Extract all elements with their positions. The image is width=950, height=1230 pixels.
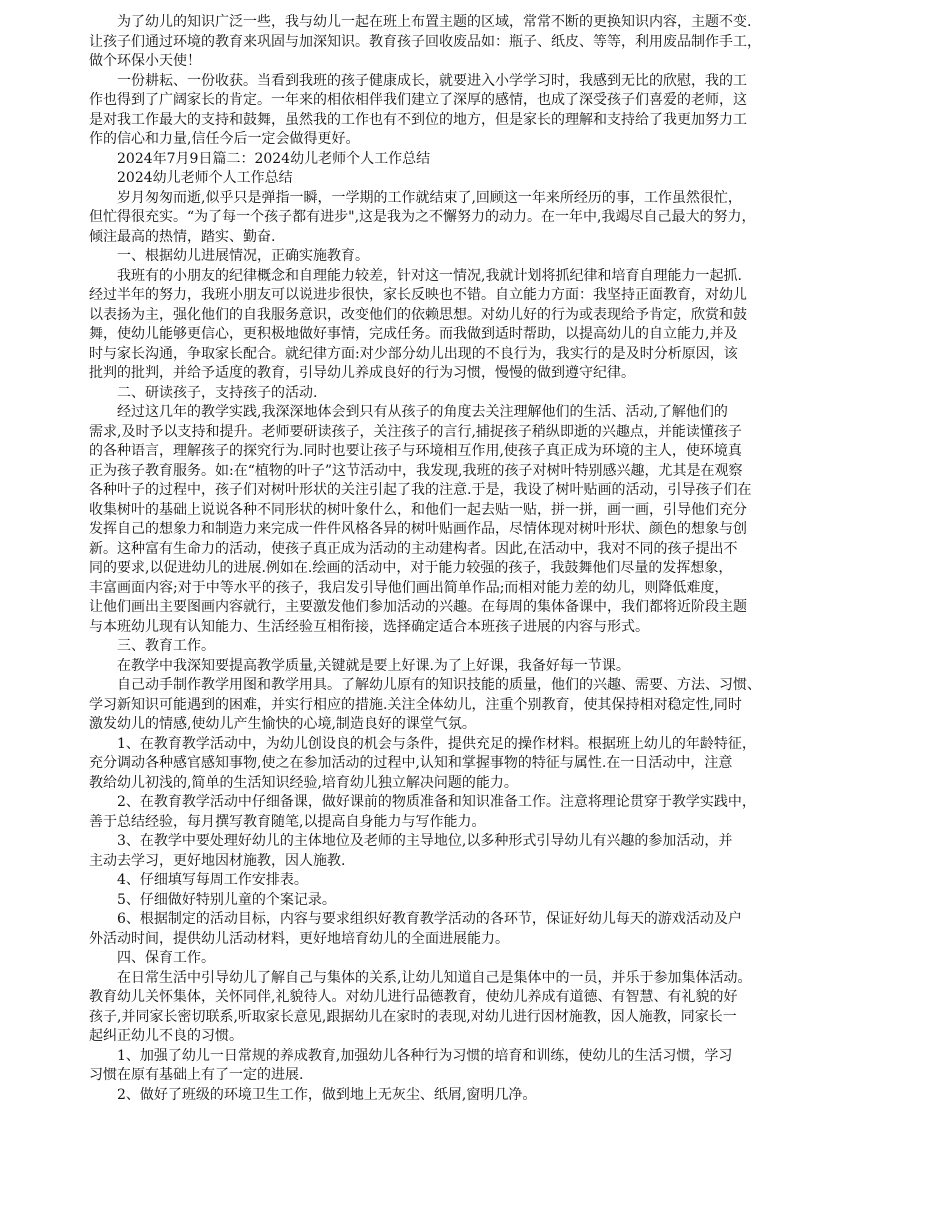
text-line: 三、教育工作。: [117, 638, 215, 654]
text-line: 舞，使幼儿能够更信心，更积极地做好事情，完成任务。而我做到适时帮助，以提高幼儿的自立能力,并及: [89, 326, 738, 342]
text-line: 经过这几年的教学实践,我深深地体会到只有从孩子的角度去关注理解他们的生活、活动,了解他们的: [117, 404, 728, 420]
text-line: 作也得到了广阔家长的肯定。一年来的相依相伴我们建立了深厚的感情，也成了深受孩子们喜爱的老师，这: [89, 92, 747, 108]
text-line: 外活动时间，提供幼儿活动材料，更好地培育幼儿的全面进展能力。: [89, 930, 509, 947]
text-line: 同的要求,以促进幼儿的进展.例如在.绘画的活动中，对于能力较强的孩子，我鼓舞他们尽量的发挥想象，: [89, 560, 733, 576]
text-line: 孩子,并同家长密切联系,听取家长意见,跟据幼儿在家时的表现,对幼儿进行因材施教，因人施教，同家长一: [89, 1008, 737, 1025]
text-line: 我班有的小朋友的纪律概念和自理能力较差，针对这一情况,我就计划将抓纪律和培育自理能力一起抓.: [117, 267, 742, 284]
text-line: 新。这种富有生命力的活动，使孩子真正成为活动的主动建构者。因此,在活动中，我对不同的孩子提出不: [89, 540, 738, 557]
text-line: 各种叶子的过程中，孩子们对树叶形状的关注引起了我的注意.于是，我设了树叶贴画的活动，引导孩子们在: [89, 482, 752, 498]
text-line: 1、在教育教学活动中，为幼儿创设良的机会与条件，提供充足的操作材料。根据班上幼儿的年龄特征，: [117, 735, 756, 752]
text-line: 时与家长沟通，争取家长配合。就纪律方面:对少部分幼儿出现的不良行为，我实行的是及时分析原因，该: [89, 345, 738, 362]
text-line: 作的信心和力量,信任今后一定会做得更好。: [89, 131, 360, 147]
text-line: 收集树叶的基础上说说各种不同形状的树叶象什么，和他们一起去贴一贴，拼一拼，画一画，引导他们充分: [89, 501, 747, 518]
text-line: 学习新知识可能遇到的困难，并实行相应的措施.关注全体幼儿，注重个别教育，使其保持相对稳定性,同时: [89, 696, 742, 713]
text-line: 充分调动各种感官感知事物,使之在参加活动的过程中,认知和掌握事物的特征与属性.在一日活动中，注意: [89, 755, 733, 771]
text-line: 4、仔细填写每周工作安排表。: [117, 872, 308, 888]
text-line: 以表扬为主，强化他们的自我服务意识，改变他们的依赖思想。对幼儿好的行为或表现给予肯定，欣赏和鼓: [89, 306, 747, 323]
text-line: 为了幼儿的知识广泛一些，我与幼儿一起在班上布置主题的区域，常常不断的更换知识内容，主题不变.: [117, 14, 752, 30]
text-line: 6、根据制定的活动目标，内容与要求组织好教育教学活动的各环节，保证好幼儿每天的游戏活动及户: [117, 911, 742, 927]
text-line: 正为孩子教育服务。如:在“植物的叶子”这节活动中，我发现,我班的孩子对树叶特别感兴趣，尤其是在观察: [89, 462, 743, 479]
text-line: 一、根据幼儿进展情况，正确实施教育。: [117, 248, 369, 264]
text-line: 发挥自己的想象力和制造力来完成一件件风格各异的树叶贴画作品，尽情体现对树叶形状、颜色的想象与创: [89, 521, 747, 537]
text-line: 1、加强了幼儿一日常规的养成教育,加强幼儿各种行为习惯的培育和训练，使幼儿的生活习惯，学习: [117, 1047, 733, 1064]
text-line: 2、做好了班级的环境卫生工作，做到地上无灰尘、纸屑,窗明几净。: [117, 1086, 537, 1103]
text-line: 5、仔细做好特别儿童的个案记录。: [117, 891, 336, 908]
text-line: 与本班幼儿现有认知能力、生活经验互相衔接，选择确定适合本班孩子进展的内容与形式。: [89, 618, 649, 635]
text-line: 教给幼儿初浅的,简单的生活知识经验,培育幼儿独立解决问题的能力。: [89, 774, 518, 791]
text-line: 自己动手制作教学用图和教学用具。了解幼儿原有的知识技能的质量，他们的兴趣、需要、方法、习惯、: [117, 677, 761, 693]
document-page: [89, 13, 864, 1105]
text-line: 2024幼儿老师个人工作总结: [117, 170, 293, 186]
text-line: 需求,及时予以支持和提升。老师要研读孩子，关注孩子的言行,捕捉孩子稍纵即逝的兴趣点，并能读懂孩子: [89, 423, 742, 440]
text-line: 经过半年的努力，我班小朋友可以说进步很快，家长反映也不错。自立能力方面：我坚持正面教育，对幼儿: [89, 287, 747, 303]
text-line: 主动去学习，更好地因材施教，因人施教.: [89, 852, 346, 869]
text-line: 四、保育工作。: [117, 950, 215, 966]
text-line: 做个环保小天使！: [89, 53, 201, 69]
text-line: 一份耕耘、一份收获。当看到我班的孩子健康成长，就要进入小学学习时，我感到无比的欣慰，我的工: [117, 72, 747, 89]
text-line: 批判的批判，并给予适度的教育，引导幼儿养成良好的行为习惯，慢慢的做到遵守纪律。: [89, 365, 635, 381]
text-line: 3、在教学中要处理好幼儿的主体地位及老师的主导地位,以多种形式引导幼儿有兴趣的参加活动，并: [117, 833, 733, 849]
text-line: 让他们画出主要图画内容就行，主要激发他们参加活动的兴趣。在每周的集体备课中，我们都将近阶段主题: [89, 599, 747, 615]
text-line: 是对我工作最大的支持和鼓舞，虽然我的工作也有不到位的地方，但是家长的理解和支持给了我更加努力工: [89, 111, 747, 128]
text-line: 二、研读孩子，支持孩子的活动.: [117, 384, 318, 401]
text-line: 的各种语言，理解孩子的探究行为.同时也要让孩子与环境相互作用,使孩子真正成为环境的主人，使环境真: [89, 443, 742, 459]
text-line: 倾注最高的热情，踏实、勤奋.: [89, 228, 276, 245]
text-line: 岁月匆匆而逝,似乎只是弹指一瞬，一学期的工作就结束了,回顾这一年来所经历的事，工作虽然很忙，: [117, 189, 742, 206]
text-line: 教育幼儿关怀集体，关怀同伴,礼貌待人。对幼儿进行品德教育，使幼儿养成有道德、有智慧、有礼貌的好: [89, 989, 738, 1005]
text-line: 激发幼儿的情感,使幼儿产生愉快的心境,制造良好的课堂气氛。: [89, 716, 476, 732]
text-line: 在日常生活中引导幼儿了解自己与集体的关系,让幼儿知道自己是集体中的一员，并乐于参加集体活动。: [117, 969, 752, 986]
text-line: 让孩子们通过环境的教育来巩固与加深知识。教育孩子回收废品如：瓶子、纸皮、等等，利用废品制作手工，: [89, 33, 761, 50]
text-line: 丰富画面内容;对于中等水平的孩子，我启发引导他们画出简单作品;而相对能力差的幼儿，则降低难度，: [89, 579, 729, 596]
text-line: 善于总结经验，每月撰写教育随笔,以提高自身能力与写作能力。: [89, 813, 486, 830]
text-line: 在教学中我深知要提高教学质量,关键就是要上好课.为了上好课，我备好每一节课。: [117, 657, 630, 674]
text-line: 但忙得很充实。“为了每一个孩子都有进步",这是我为之不懈努力的动力。在一年中,我竭尽自己最大的努力，: [89, 209, 756, 225]
text-line: 起纠正幼儿不良的习惯。: [89, 1028, 243, 1044]
text-line: 2、在教育教学活动中仔细备课，做好课前的物质准备和知识准备工作。注意将理论贯穿于教学实践中，: [117, 794, 756, 810]
text-line: 习惯在原有基础上有了一定的进展.: [89, 1067, 304, 1083]
text-line: 2024年7月9日篇二：2024幼儿老师个人工作总结: [117, 150, 431, 167]
